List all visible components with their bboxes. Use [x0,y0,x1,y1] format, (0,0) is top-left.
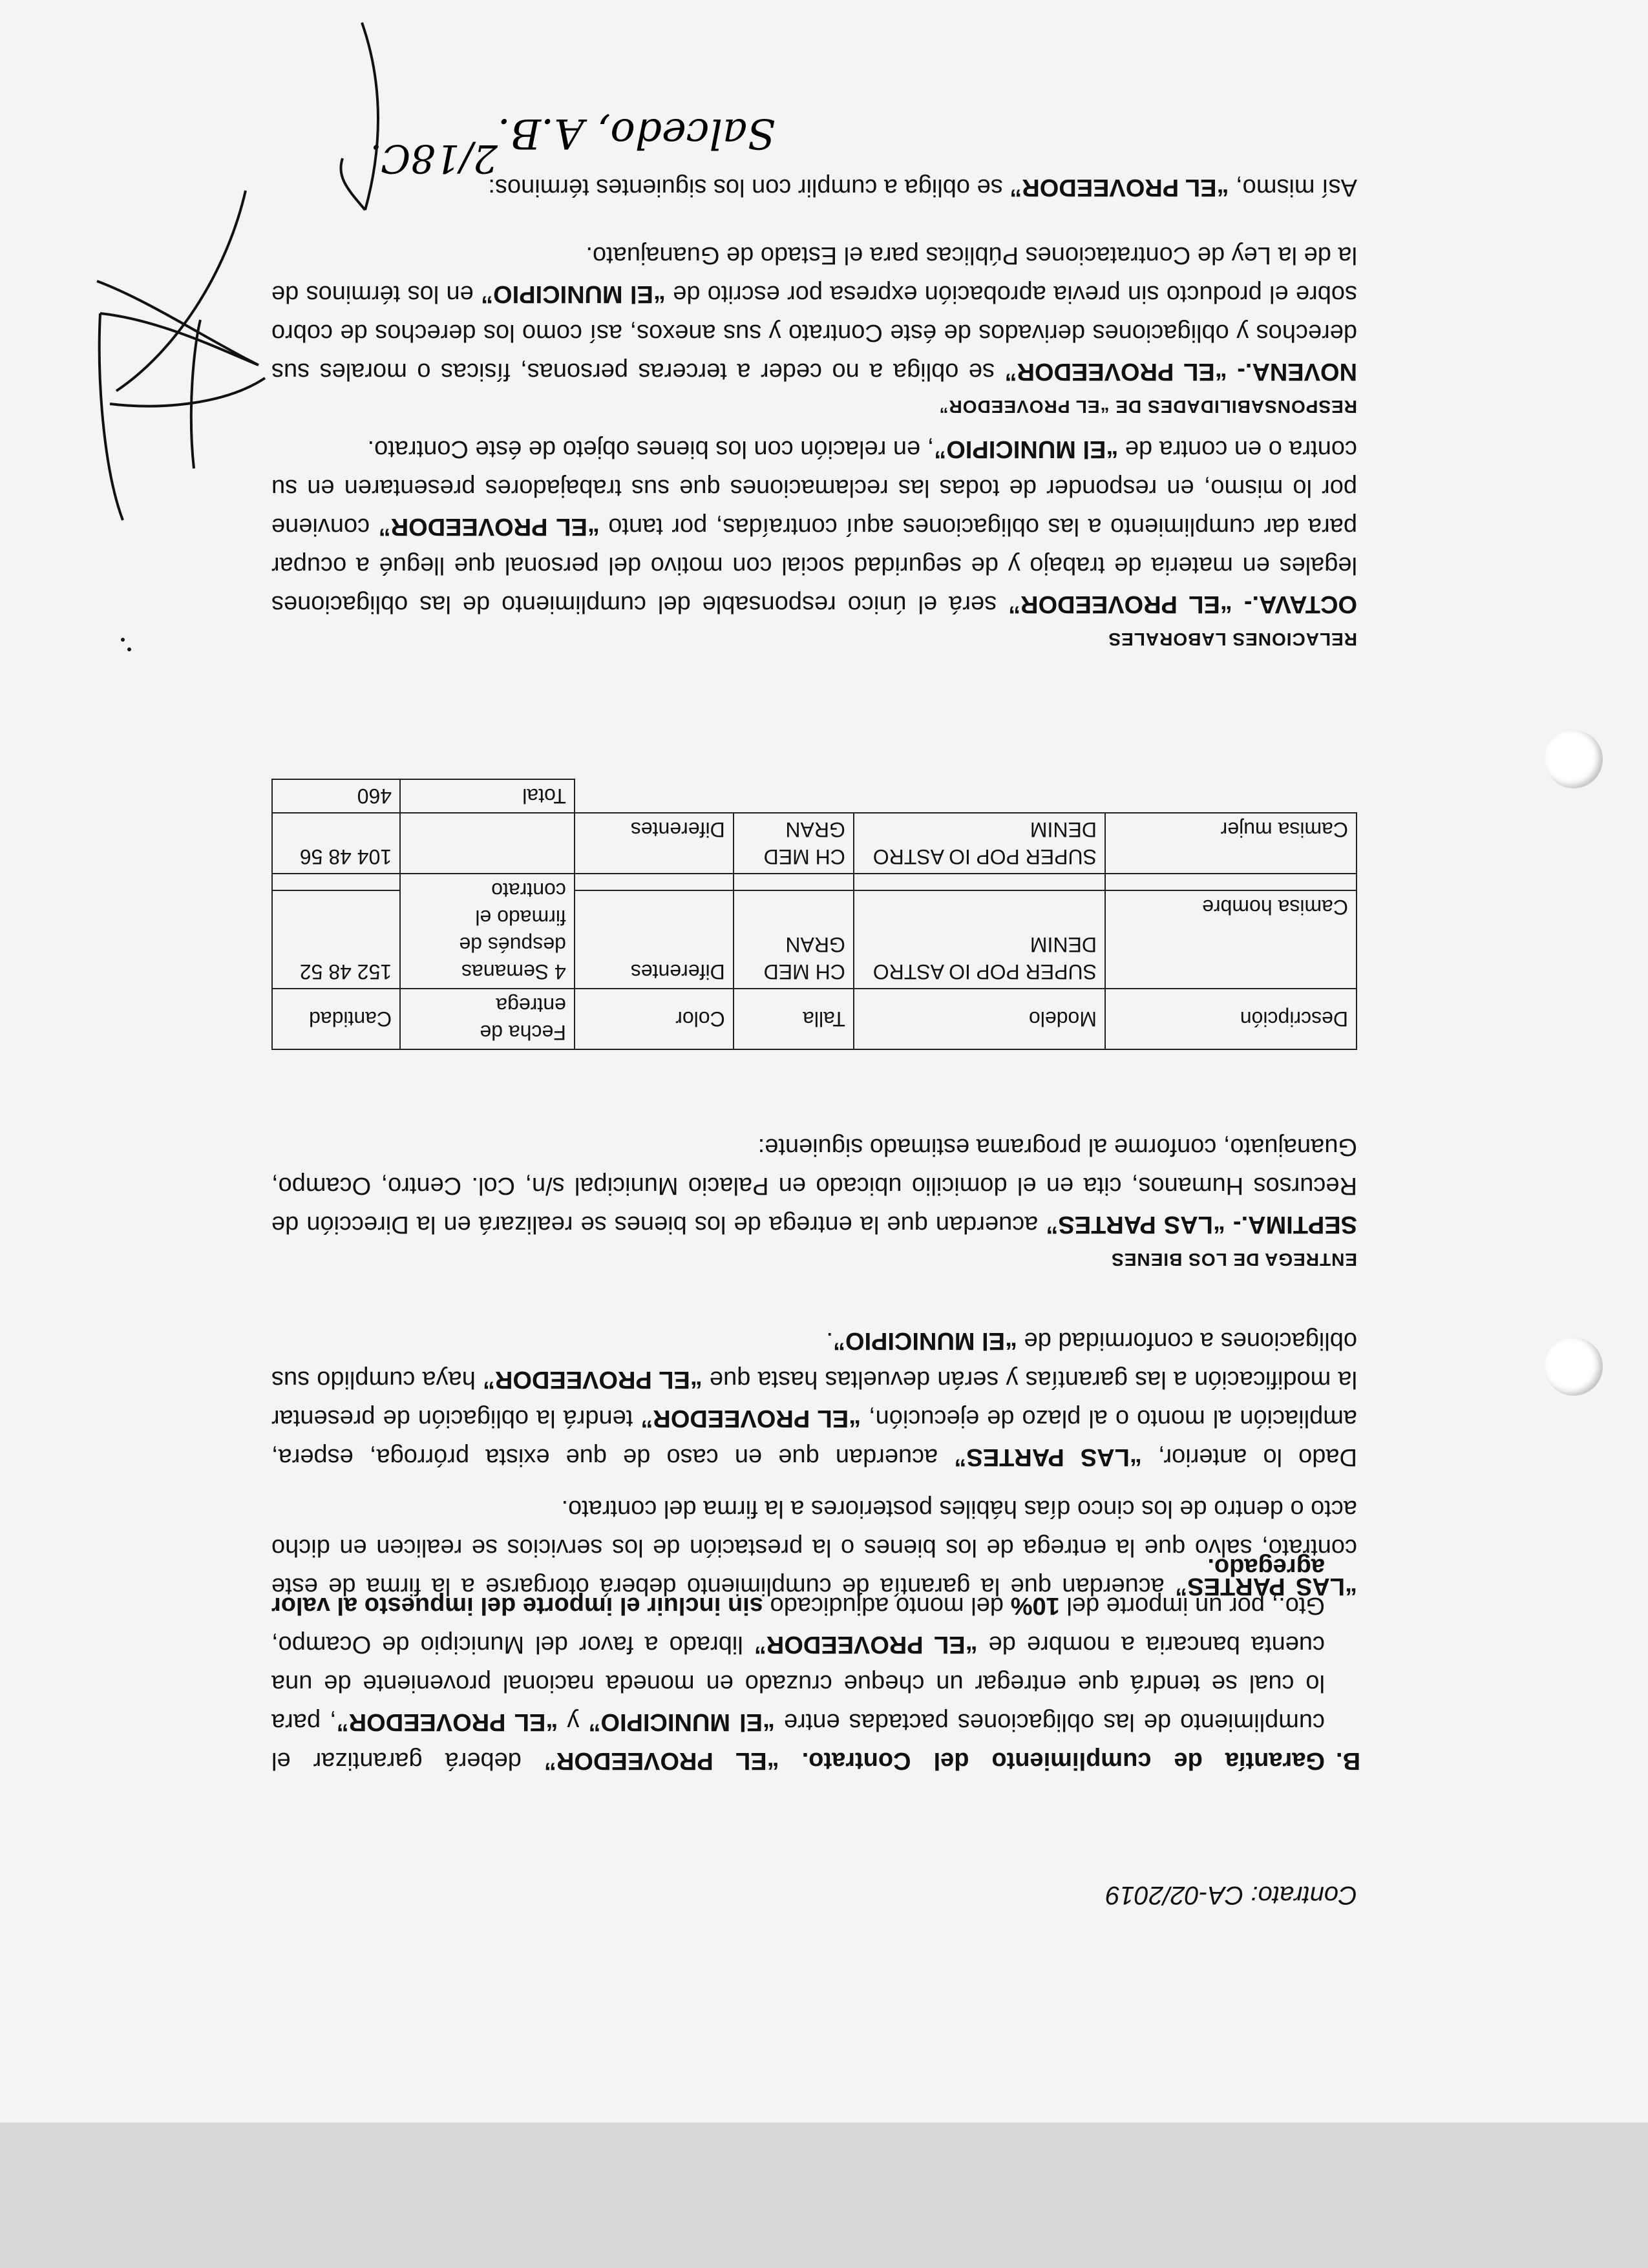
heading-entrega: ENTREGA DE LOS BIENES [1111,1250,1357,1270]
text-run: del monto adjudicado [763,1592,1011,1619]
col-header: Fecha de entrega [400,989,575,1049]
text-run: , en relación con los bienes objeto de éste Contrato. [367,436,935,463]
text-run: deberá garantizar el cumplimiento de las obligaciones pactadas entre [271,1708,1325,1774]
contract-reference: Contrato: CA-02/2019 [1105,1881,1357,1909]
text-run: tendrá la obligación de presentar la modificación a las garantías y serán devueltas hasta que [271,1366,1357,1432]
cell-talla: CH MED GRAN [734,890,854,989]
text-run: y [558,1708,589,1736]
party-partes: “LAS PARTES” [954,1444,1142,1471]
section-b-lead: B. [1336,1747,1360,1774]
col-header: Color [575,989,734,1049]
party-municipio: “El MUNICIPIO” [832,1327,1017,1354]
initials-scribble [97,191,265,520]
percentage: 10% [1010,1592,1060,1619]
party-municipio: “El MUNICIPIO” [588,1708,775,1736]
cell-total-value: 460 [272,779,400,813]
cell-cantidad: 152 48 52 [272,890,400,989]
party-proveedor: “EL PROVEEDOR” [378,513,600,540]
text-run: . [826,1327,833,1354]
text-run: Así mismo, [1229,174,1357,201]
punch-hole [1545,1338,1603,1396]
ink-dot [121,638,125,642]
col-header: Talla [734,989,854,1049]
cell-cantidad: 104 48 56 [272,813,400,874]
handwritten-name: Salcedo, A.B. [497,109,776,157]
cell-total-label: Total [400,779,575,813]
party-proveedor: “EL PROVEEDOR” [544,1747,779,1774]
section-b-title: Garantía de cumplimiento del Contrato. [801,1747,1325,1774]
col-header: Cantidad [272,989,400,1049]
party-proveedor: “EL PROVEEDOR” [1009,174,1229,201]
text-run: , para lo cual se tendrá que entregar un cheque cruzado en moneda nacional proveniente de una cuenta bancaria a nombre de [271,1631,1325,1736]
text-run: acuerdan que la garantía de cumplimiento deberá otorgarse a la firma de este contrato, salvo que la entrega de los bienes o la prestación de los servicios se realicen en dicho acto o dentro de los cinco días hábiles posteriores a la firma del contrato. [271,1495,1357,1600]
punch-hole [1545,730,1603,788]
cell-color: Diferentes [575,890,734,989]
col-header: Descripción [1105,989,1357,1049]
party-proveedor: “EL PROVEEDOR” [336,1708,558,1736]
cell-desc: Camisa mujer [1105,813,1357,874]
party-proveedor: “EL PROVEEDOR” [754,1631,978,1658]
clause-label: NOVENA.- “EL PROVEEDOR” [1004,358,1357,385]
text-run: acuerdan que la entrega de los bienes se realizará en la Dirección de Recursos Humanos, cita en el domicilio ubicado en Palacio Municipal s/n, Col. Centro, Ocampo, Guanajuato, conforme al programa estimado siguiente: [271,1133,1357,1238]
clause-label: SEPTIMA.- “LAS PARTES” [1046,1211,1357,1238]
text-run: haya cumplido sus obligaciones a conformidad de [271,1327,1357,1393]
heading-laborales: RELACIONES LABORALES [1108,629,1357,649]
party-proveedor: “EL PROVEEDOR” [482,1366,703,1393]
cell-fecha: 4 Semanas después de firmado el contrato [400,874,575,989]
cell-color: Diferentes [575,813,734,874]
text-run-bold: sin incluir el importe del impuesto al valor agregado. [271,1553,1325,1619]
text-run: Dado lo anterior, [1141,1444,1357,1471]
handwritten-note: 2/18C. [370,136,498,181]
text-run: conviene por lo mismo, en responder de todas las reclamaciones que sus trabajadores presentaren en su contra o en contra de [271,436,1357,540]
cell-modelo: SUPER POP IO ASTRO DENIM [854,890,1105,989]
cell-talla: CH MED GRAN [734,813,854,874]
clause-label: OCTAVA.- “EL PROVEEDOR” [1008,591,1357,618]
text-run: se obliga a no ceder a terceras personas, físicas o morales sus derechos y obligaciones derivados de éste Contrato y sus anexos, así como los derechos de cobro sobre el producto sin previa aprobación expresa por escrito de [271,280,1357,385]
cell-modelo: SUPER POP IO ASTRO DENIM [854,813,1105,874]
text-run: librado a favor del Municipio de Ocampo, Gto., por un importe del [271,1592,1325,1658]
col-header: Modelo [854,989,1105,1049]
heading-responsabilidades: RESPONSABILIDADES DE “EL PROVEEDOR” [938,397,1357,417]
text-run: será el único responsable del cumplimiento de las obligaciones legales en materia de trabajo y de seguridad social con motivo del personal que llegué a ocupar para dar cumplimiento a las obligaciones aquí contraídas, por tanto [271,513,1357,618]
party-municipio: “El MUNICIPIO” [934,436,1119,463]
ink-dot [127,647,131,651]
signature-stroke [341,23,378,210]
party-partes: “LAS PARTES” [1175,1573,1357,1600]
party-proveedor: “EL PROVEEDOR” [640,1405,861,1432]
party-municipio: “El MUNICIPIO” [481,280,666,308]
text-run: acuerdan que en caso de que exista prórroga, espera, ampliación al monto o al plazo de ejecución, [271,1405,1357,1471]
text-run: en los términos de la de la Ley de Contrataciones Públicas para el Estado de Guanajuato. [271,242,1357,308]
cell-desc: Camisa hombre [1105,890,1357,989]
text-run: se obliga a cumplir con los siguientes términos: [488,174,1010,201]
